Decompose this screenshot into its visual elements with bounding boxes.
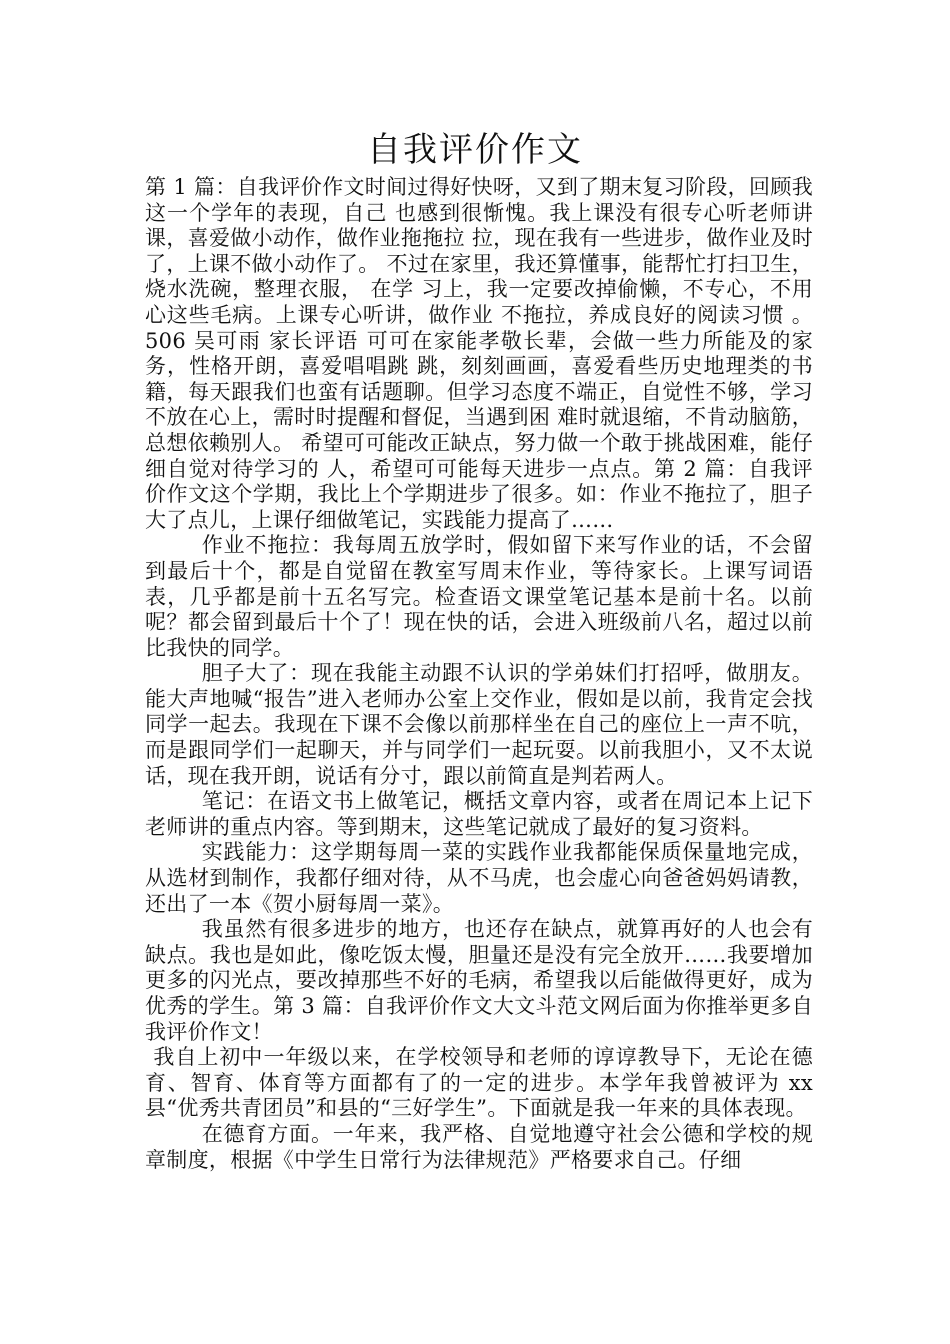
- paragraph-5: 实践能力：这学期每周一菜的实践作业我都能保质保量地完成，从选材到制作，我都仔细对待，从不马虎，也会虚心向爸爸妈妈请教，还出了一本《贺小厨每周一菜》。: [145, 840, 813, 916]
- paragraph-6: 我虽然有很多进步的地方，也还存在缺点，就算再好的人也会有缺点。我也是如此，像吃饭太慢，胆量还是没有完全放开……我要增加更多的闪光点，要改掉那些不好的毛病，希望我以后能做得更好，成为优秀的学生。第 3 篇：自我评价作文大文斗范文网后面为你推举更多自我评价作文！: [145, 917, 813, 1044]
- paragraph-3: 胆子大了：现在我能主动跟不认识的学弟妹们打招呼，做朋友。能大声地喊“报告”进入老师办公室上交作业，假如是以前，我肯定会找同学一起去。我现在下课不会像以前那样坐在自己的座位上一声不吭，而是跟同学们一起聊天，并与同学们一起玩耍。以前我胆小，又不太说话，现在我开朗，说话有分寸，跟以前简直是判若两人。: [145, 661, 813, 788]
- paragraph-1: 第 1 篇：自我评价作文时间过得好快呀，又到了期末复习阶段，回顾我这一个学年的表现，自己 也感到很惭愧。我上课没有很专心听老师讲课，喜爱做小动作，做作业拖拖拉 拉，现在我有一些进步，做作业及时了，上课不做小动作了。 不过在家里，我还算懂事，能帮忙打扫卫生，烧水洗碗，整理衣服， 在学 习上，我一定要改掉偷懒，不专心，不用心这些毛病。上课专心听讲，做作业 不拖拉，养成良好的阅读习惯 。 506 吴可雨 家长评语 可可在家能孝敬长辈，会做一些力所能及的家务，性格开朗，喜爱唱唱跳 跳，刻刻画画，喜爱看些历史地理类的书籍，每天跟我们也蛮有话题聊。但学习态度不端正，自觉性不够，学习不放在心上，需时时提醒和督促，当遇到困 难时就退缩，不肯动脑筋，总想依赖别人。 希望可可能改正缺点，努力做一个敢于挑战困难，能仔细自觉对待学习的 人，希望可可能每天进步一点点。第 2 篇：自我评价作文这个学期，我比上个学期进步了很多。如：作业不拖拉了，胆子大了点儿，上课仔细做笔记，实践能力提高了……: [145, 175, 813, 532]
- paragraph-7: 我自上初中一年级以来，在学校领导和老师的谆谆教导下，无论在德育、智育、体育等方面都有了的一定的进步。本学年我曾被评为 xx 县“优秀共青团员”和县的“三好学生”。下面就是我一年来的具体表现。: [145, 1045, 813, 1121]
- paragraph-8: 在德育方面。一年来，我严格、自觉地遵守社会公德和学校的规章制度，根据《中学生日常行为法律规范》严格要求自己。仔细: [145, 1121, 813, 1172]
- document-body: [145, 175, 813, 1173]
- document-title: 自我评价作文: [367, 130, 583, 170]
- paragraph-4: 笔记：在语文书上做笔记，概括文章内容，或者在周记本上记下老师讲的重点内容。等到期末，这些笔记就成了最好的复习资料。: [145, 789, 813, 839]
- paragraph-2: 作业不拖拉：我每周五放学时，假如留下来写作业的话，不会留到最后十个，都是自觉留在教室写周末作业，等待家长。上课写词语表，几乎都是前十五名写完。检查语文课堂笔记基本是前十名。以前呢？都会留到最后十个了！现在快的话，会进入班级前八名，超过以前比我快的同学。: [145, 533, 813, 660]
